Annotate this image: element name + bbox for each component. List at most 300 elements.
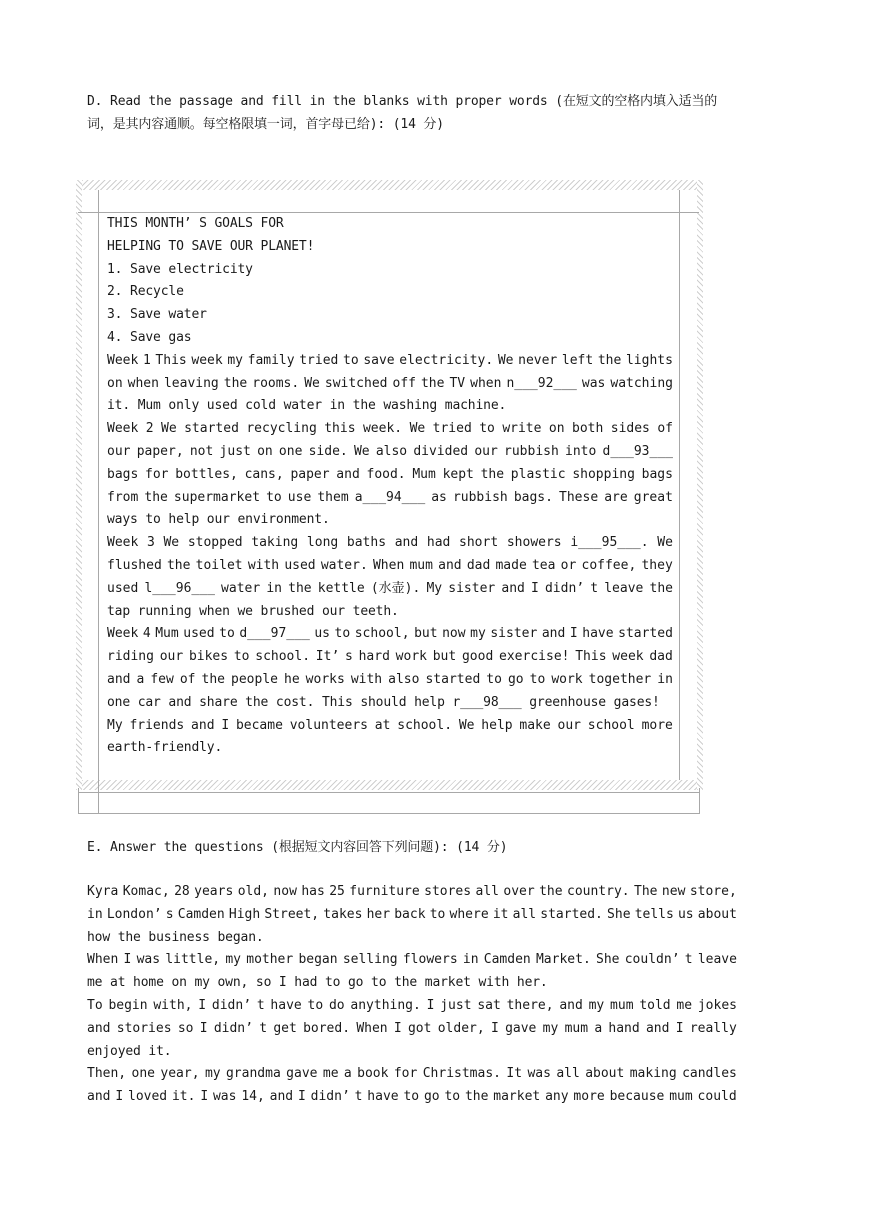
word: My	[107, 717, 123, 733]
word: We	[657, 535, 673, 551]
word: jokes	[697, 997, 737, 1013]
word: long	[306, 535, 339, 551]
word: didn’	[310, 1089, 350, 1105]
word: watching	[610, 375, 673, 391]
word: my	[227, 352, 243, 368]
word: divided	[413, 443, 469, 459]
word: also	[388, 671, 420, 687]
word: We	[163, 535, 180, 551]
word: Week	[107, 626, 139, 642]
word: electricity.	[399, 352, 494, 368]
word: to	[486, 671, 502, 687]
word: where	[449, 906, 489, 922]
word: it	[492, 906, 509, 922]
word: candles	[682, 1066, 737, 1082]
word: make	[519, 717, 551, 733]
word: We	[161, 421, 177, 437]
word: use	[287, 489, 312, 505]
word: to	[429, 906, 446, 922]
word: and	[645, 1020, 670, 1036]
word: gave	[505, 1020, 537, 1036]
word: flowers	[402, 952, 458, 968]
word: school	[587, 717, 635, 733]
word: or	[560, 557, 577, 573]
word: at	[374, 717, 391, 733]
word: family	[247, 352, 295, 368]
word: didn’	[213, 1020, 253, 1036]
passage-line	[107, 578, 673, 601]
word: exercise!	[499, 649, 570, 665]
word: my	[542, 1020, 559, 1036]
word: left	[561, 352, 594, 368]
story-line	[87, 949, 737, 972]
word: the	[288, 580, 312, 596]
word: into	[565, 443, 597, 459]
word: me	[322, 1066, 339, 1082]
word: about	[697, 906, 737, 922]
section-d-instructions	[87, 90, 747, 136]
word: We	[497, 352, 514, 368]
word: I	[221, 717, 230, 733]
word: London’	[106, 906, 162, 922]
word: was	[527, 1066, 551, 1082]
word: hard	[358, 649, 390, 665]
word: our	[557, 717, 581, 733]
word: takes	[323, 906, 363, 922]
section-e-instructions: E. Answer the questions (根据短文内容回答下列问题): (14 分)	[87, 840, 508, 855]
word: furniture	[349, 884, 420, 899]
word: bikes	[188, 649, 229, 665]
word: n___92___	[506, 375, 577, 391]
hatched-border-top	[76, 180, 703, 190]
word: not	[189, 443, 214, 459]
word: l___96___	[144, 580, 215, 596]
word: with	[247, 557, 280, 573]
word: leave	[697, 952, 737, 968]
word: rubbish	[452, 489, 508, 505]
table-rule	[98, 190, 99, 813]
table-rule	[78, 792, 699, 793]
passage-line: THIS MONTH’ S GOALS FOR	[107, 216, 284, 231]
word: made	[495, 557, 527, 573]
word: to	[444, 1089, 461, 1105]
word: bags	[641, 466, 673, 482]
word: dad	[649, 649, 673, 665]
word: She	[596, 952, 620, 968]
word: has	[301, 884, 325, 899]
word: rooms.	[252, 375, 300, 391]
word: and	[87, 1020, 111, 1036]
word: paper	[290, 466, 330, 482]
word: to	[334, 626, 351, 642]
word: with,	[153, 997, 193, 1013]
word: selling	[342, 952, 398, 968]
word: and	[107, 671, 131, 687]
word: short	[459, 535, 499, 551]
word: also	[375, 443, 408, 459]
word: riding	[107, 649, 154, 665]
word: one	[278, 443, 303, 459]
word: the	[480, 466, 505, 482]
word: older,	[437, 1020, 485, 1036]
word: just	[440, 997, 472, 1013]
word: there,	[506, 997, 554, 1013]
word: book	[357, 1066, 389, 1082]
word: 4	[142, 626, 151, 642]
passage-line: it. Mum only used cold water in the washing machine.	[107, 398, 507, 414]
word: Week	[107, 535, 139, 551]
word: to	[403, 1089, 420, 1105]
word: sides	[610, 421, 650, 437]
word: more	[641, 717, 673, 733]
word: because	[609, 1089, 665, 1105]
word: food.	[366, 466, 406, 482]
story-line	[87, 881, 737, 904]
word: off	[392, 375, 416, 391]
word: Street,	[264, 906, 320, 922]
word: bored.	[303, 1020, 351, 1036]
word: used	[107, 580, 139, 596]
word: bags	[107, 466, 139, 482]
word: our	[107, 443, 131, 459]
word: Christmas.	[422, 1066, 501, 1082]
hatched-border-bottom	[76, 780, 703, 790]
word: market	[493, 1089, 541, 1105]
word: write	[502, 421, 542, 437]
word: d___93___	[602, 443, 673, 459]
word: week.	[362, 421, 403, 437]
word: me	[676, 997, 693, 1013]
word: It’	[315, 649, 340, 665]
word: mum	[610, 997, 634, 1013]
passage-line: ways to help our environment.	[107, 512, 330, 528]
word: years	[194, 884, 234, 899]
passage-line	[107, 373, 673, 396]
word: t	[256, 997, 265, 1013]
word: old,	[237, 884, 270, 899]
word: tells	[634, 906, 674, 922]
word: mum	[669, 1089, 693, 1105]
word: stores	[424, 884, 472, 899]
word: school,	[354, 626, 410, 642]
word: really	[689, 1020, 737, 1036]
word: couldn’	[624, 952, 680, 968]
word: toilet	[195, 557, 243, 573]
word: plastic	[510, 466, 566, 482]
word: friends	[129, 717, 185, 733]
word: When	[372, 557, 405, 573]
word: s	[345, 649, 353, 665]
word: Mum	[412, 466, 436, 482]
word: about	[585, 1066, 625, 1082]
word: to	[479, 421, 495, 437]
word: country.	[567, 884, 630, 899]
word: water.	[320, 557, 368, 573]
word: more	[573, 1089, 605, 1105]
word: We	[409, 421, 426, 437]
word: so	[177, 1020, 194, 1036]
word: i___95___.	[570, 535, 649, 551]
word: shopping	[572, 466, 635, 482]
word: when	[470, 375, 502, 391]
word: I	[531, 580, 539, 596]
word: and	[336, 466, 360, 482]
passage-line: 2. Recycle	[107, 284, 184, 300]
hatched-border-left	[76, 180, 82, 790]
word: rubbish	[504, 443, 559, 459]
word: over	[503, 884, 535, 899]
word: dad	[466, 557, 491, 573]
word: used	[284, 557, 316, 573]
word: to	[307, 997, 324, 1013]
story-line	[87, 995, 737, 1018]
word: to	[266, 489, 282, 505]
word: the	[464, 1089, 489, 1105]
word: told	[639, 997, 671, 1013]
word: school.	[255, 649, 311, 665]
word: anything.	[350, 997, 421, 1013]
word: and	[87, 1089, 111, 1105]
passage-line: one car and share the cost. This should help r___98___ greenhouse gases!	[107, 694, 660, 710]
word: switched	[324, 375, 388, 391]
word: bags.	[513, 489, 553, 505]
word: my	[225, 952, 242, 968]
word: go	[507, 671, 524, 687]
word: side.	[308, 443, 348, 459]
word: Then,	[87, 1066, 127, 1082]
word: 25	[329, 884, 345, 899]
word: taking	[251, 535, 299, 551]
word: in	[87, 906, 103, 922]
word: do	[328, 997, 345, 1013]
word: a	[594, 1020, 603, 1036]
word: work	[551, 671, 583, 687]
word: and	[438, 557, 462, 573]
word: I	[115, 1089, 124, 1105]
word: stopped	[187, 535, 243, 551]
word: I	[393, 1020, 402, 1036]
word: TV	[449, 375, 466, 391]
word: t	[684, 952, 693, 968]
word: people	[231, 671, 278, 687]
word: Camden	[483, 952, 531, 968]
word: this	[324, 421, 356, 437]
word: on	[257, 443, 273, 459]
word: of	[179, 671, 196, 687]
word: he	[284, 671, 300, 687]
word: the	[420, 375, 445, 391]
word: Kyra	[87, 884, 119, 899]
word: When	[356, 1020, 388, 1036]
word: We	[304, 375, 320, 391]
word: help	[481, 717, 513, 733]
word: I	[198, 997, 207, 1013]
word: volunteers	[289, 717, 368, 733]
word: with	[350, 671, 383, 687]
word: flushed	[107, 557, 162, 573]
word: leave	[604, 580, 644, 596]
word: to	[529, 671, 546, 687]
word: little,	[165, 952, 221, 968]
passage-line	[107, 715, 673, 738]
word: it.	[171, 1089, 196, 1105]
word: have	[582, 626, 614, 642]
passage-line	[107, 350, 673, 373]
word: great	[633, 489, 673, 505]
word: water	[221, 580, 261, 596]
word: 14,	[241, 1089, 265, 1105]
word: us	[314, 626, 330, 642]
word: I	[490, 1020, 499, 1036]
word: on	[107, 375, 123, 391]
word: started	[618, 626, 673, 642]
word: work	[395, 649, 427, 665]
word: the	[539, 884, 563, 899]
word: I	[199, 1020, 208, 1036]
word: t	[590, 580, 599, 596]
passage-line	[107, 623, 673, 646]
word: 3	[146, 535, 155, 551]
word: sat	[477, 997, 501, 1013]
passage-line: 4. Save gas	[107, 329, 192, 345]
word: to	[219, 626, 235, 642]
word: the	[223, 375, 248, 391]
word: baths	[346, 535, 387, 551]
word: on	[548, 421, 565, 437]
passage-line	[107, 464, 673, 487]
word: t	[354, 1089, 363, 1105]
word: but	[414, 626, 438, 642]
story-line: how the business began.	[87, 929, 264, 945]
word: they	[641, 557, 673, 573]
word: Week	[107, 352, 139, 368]
passage-line	[107, 441, 673, 464]
word: and	[501, 580, 525, 596]
word: in	[462, 952, 479, 968]
word: year,	[160, 1066, 200, 1082]
word: the	[201, 671, 225, 687]
word: I	[200, 1089, 209, 1105]
word: of	[657, 421, 673, 437]
word: hand	[608, 1020, 640, 1036]
word: was	[136, 952, 161, 968]
word: coffee,	[581, 557, 637, 573]
word: started.	[540, 906, 603, 922]
word: her	[366, 906, 391, 922]
word: and	[559, 997, 583, 1013]
word: had	[426, 535, 451, 551]
word: both	[572, 421, 604, 437]
table-rule	[78, 788, 79, 814]
hatched-border-right	[697, 180, 703, 790]
word: mum	[409, 557, 433, 573]
word: tried	[432, 421, 472, 437]
story-line	[87, 1018, 737, 1041]
word: just	[219, 443, 251, 459]
word: save	[363, 352, 395, 368]
word: good	[461, 649, 494, 665]
passage-line	[107, 669, 673, 692]
passage-line: 1. Save electricity	[107, 261, 253, 277]
story-line	[87, 1063, 737, 1086]
word: I	[123, 952, 132, 968]
passage-line: earth-friendly.	[107, 740, 223, 756]
word: tea	[531, 557, 556, 573]
word: Week	[107, 421, 139, 437]
word: few	[150, 671, 174, 687]
story-line	[87, 904, 737, 927]
word: have	[367, 1089, 399, 1105]
word: tried	[299, 352, 339, 368]
word: begin	[108, 997, 148, 1013]
word: now	[273, 884, 297, 899]
word: could	[697, 1089, 737, 1105]
word: These	[559, 489, 599, 505]
word: any	[545, 1089, 569, 1105]
word: started	[184, 421, 239, 437]
table-rule	[679, 190, 680, 780]
word: for	[145, 466, 169, 482]
word: when	[127, 375, 159, 391]
table-rule	[78, 813, 700, 814]
word: as	[431, 489, 447, 505]
section-d-heading-line: D. Read the passage and fill in the blanks with proper words (在短文的空格内填入适当的	[87, 94, 718, 109]
section-d-heading-line: 词，是其内容通顺。每空格限填一词，首字母已给): (14 分)	[87, 117, 444, 132]
word: from	[107, 489, 139, 505]
word: all	[475, 884, 499, 899]
word: for	[393, 1066, 418, 1082]
word: cans,	[244, 466, 284, 482]
passage-line: tap running when we brushed our teeth.	[107, 603, 399, 619]
word: making	[629, 1066, 677, 1082]
word: started	[425, 671, 481, 687]
passage-line	[107, 646, 673, 669]
word: I	[297, 1089, 306, 1105]
word: I	[675, 1020, 684, 1036]
word: grandma	[225, 1066, 281, 1082]
word: 28	[174, 884, 190, 899]
word: kept	[442, 466, 474, 482]
word: all	[512, 906, 537, 922]
word: are	[604, 489, 628, 505]
word: She	[607, 906, 631, 922]
word: our	[474, 443, 498, 459]
word: our	[159, 649, 184, 665]
word: mother	[246, 952, 294, 968]
word: lights	[625, 352, 673, 368]
passage-line	[107, 555, 673, 578]
word: recycling	[246, 421, 317, 437]
word: get	[273, 1020, 297, 1036]
word: new	[661, 884, 686, 899]
word: go	[423, 1089, 440, 1105]
word: (水壶).	[370, 580, 421, 596]
word: To	[87, 997, 103, 1013]
table-rule	[699, 788, 700, 814]
word: to	[233, 649, 250, 665]
word: My	[426, 580, 443, 596]
word: a	[343, 1066, 352, 1082]
word: the	[166, 557, 191, 573]
word: The	[634, 884, 658, 899]
word: 2	[145, 421, 154, 437]
word: week	[191, 352, 223, 368]
word: and	[541, 626, 566, 642]
story-line: me at home on my own, so I had to go to the market with her.	[87, 975, 548, 991]
word: sister	[448, 580, 496, 596]
word: paper,	[136, 443, 184, 459]
word: didn’	[211, 997, 252, 1013]
